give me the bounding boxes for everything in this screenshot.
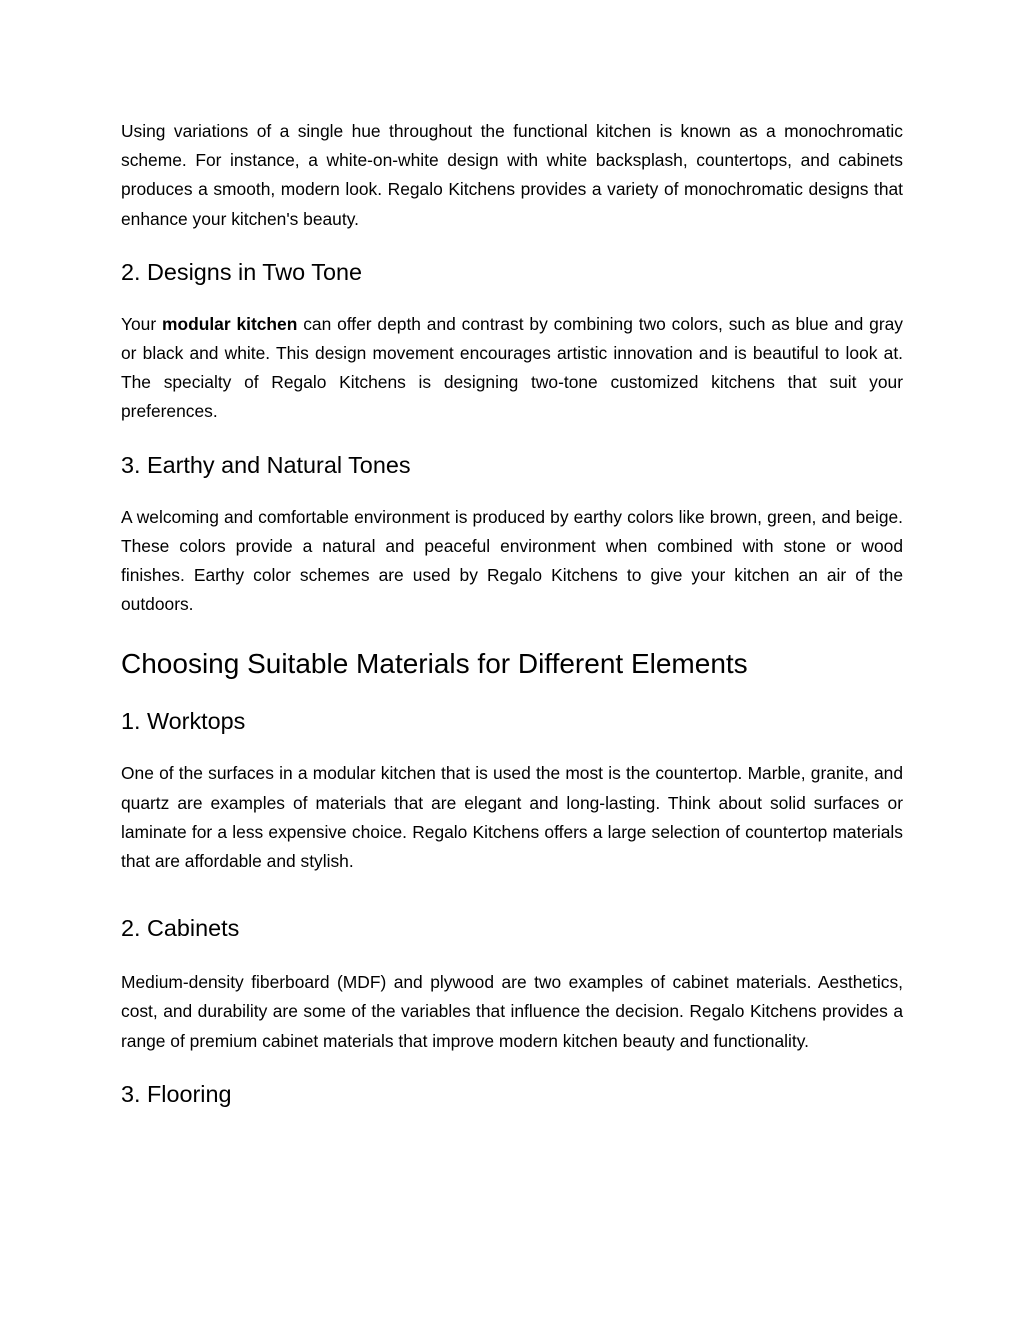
earthy-paragraph: A welcoming and comfortable environment is produced by earthy colors like brown, green, and beige. These colors provide a natural and peaceful environment when combined with stone or wood finishes. Earthy color schemes are used by Regalo Kitchens to give your kitchen an air of the outdoors.	[121, 506, 903, 615]
materials-section-heading: Choosing Suitable Materials for Different Elements	[121, 648, 748, 680]
modular-kitchen-bold-text: modular kitchen	[162, 313, 298, 334]
two-tone-heading: 2. Designs in Two Tone	[121, 258, 362, 285]
flooring-heading: 3. Flooring	[121, 1080, 232, 1107]
two-tone-paragraph-prefix: Your	[121, 313, 162, 334]
two-tone-paragraph	[121, 310, 903, 427]
two-tone-paragraph-rest: can offer depth and contrast by combining two colors, such as blue and gray or black and white. This design movement encourages artistic innovation and is beautiful to look at. The specialty of Regalo Kitchens is designing two-tone customized kitchens that suit your preferences.	[121, 313, 903, 422]
cabinets-paragraph: Medium-density fiberboard (MDF) and plywood are two examples of cabinet materials. Aesthetics, cost, and durability are some of the variables that influence the decision. Regalo Kitchens provides a range of premium cabinet materials that improve modern kitchen beauty and functionality.	[121, 972, 903, 1051]
cabinets-heading: 2. Cabinets	[121, 915, 240, 942]
earthy-heading: 3. Earthy and Natural Tones	[121, 451, 411, 478]
monochromatic-paragraph: Using variations of a single hue throughout the functional kitchen is known as a monochromatic scheme. For instance, a white-on-white design with white backsplash, countertops, and cabinets produces a smooth, modern look. Regalo Kitchens provides a variety of monochromatic designs that enhance your kitchen's beauty.	[121, 121, 903, 229]
worktops-paragraph: One of the surfaces in a modular kitchen that is used the most is the countertop. Marble, granite, and quartz are examples of materials that are elegant and long-lasting. Think about solid surfaces or laminate for a less expensive choice. Regalo Kitchens offers a large selection of countertop materials that are affordable and stylish.	[121, 763, 903, 872]
document-page	[121, 117, 903, 1109]
worktops-heading: 1. Worktops	[121, 708, 246, 735]
